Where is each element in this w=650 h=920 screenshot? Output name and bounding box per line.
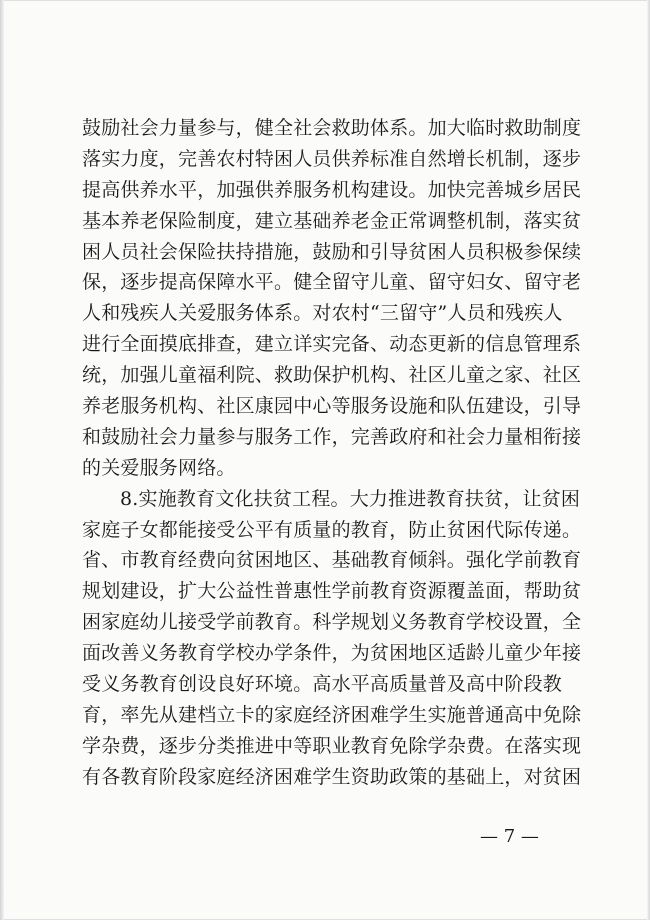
text-line: 进行全面摸底排查，建立详实完备、动态更新的信息管理系 <box>82 333 582 356</box>
text-line: 受义务教育创设良好环境。高水平高质量普及高中阶段教 <box>82 673 563 696</box>
text-line: 规划建设，扩大公益性普惠性学前教育资源覆盖面，帮助贫 <box>82 580 582 603</box>
text-line: 和鼓励社会力量参与服务工作，完善政府和社会力量相衔接 <box>82 425 582 448</box>
text-line: 有各教育阶段家庭经济困难学生资助政策的基础上，对贫困 <box>82 765 582 788</box>
text-line: 8.实施教育文化扶贫工程。大力推进教育扶贫，让贫困 <box>120 487 581 510</box>
paragraph-social-assistance <box>82 113 582 484</box>
text-line: 的关爱服务网络。 <box>82 456 236 479</box>
scan-edge-left <box>0 0 4 920</box>
text-line: 落实力度，完善农村特困人员供养标准自然增长机制，逐步 <box>82 147 582 170</box>
text-line: 基本养老保险制度，建立基础养老金正常调整机制，落实贫 <box>82 209 582 232</box>
text-line: 保，逐步提高保障水平。健全留守儿童、留守妇女、留守老 <box>82 271 582 294</box>
document-body <box>82 113 582 793</box>
text-line: 家庭子女都能接受公平有质量的教育，防止贫困代际传递。 <box>82 518 582 541</box>
text-line: 面改善义务教育学校办学条件，为贫困地区适龄儿童少年接 <box>82 642 582 665</box>
text-line: 育，率先从建档立卡的家庭经济困难学生实施普通高中免除 <box>82 703 582 726</box>
text-line: 困家庭幼儿接受学前教育。科学规划义务教育学校设置，全 <box>82 611 582 634</box>
text-line: 统，加强儿童福利院、救助保护机构、社区儿童之家、社区 <box>82 364 582 387</box>
text-line: 困人员社会保险扶持措施，鼓励和引导贫困人员积极参保续 <box>82 240 582 263</box>
text-line: 人和残疾人关爱服务体系。对农村“三留守”人员和残疾人 <box>82 302 563 325</box>
text-line: 学杂费，逐步分类推进中等职业教育免除学杂费。在落实现 <box>82 734 582 757</box>
text-line: 提高供养水平，加强供养服务机构建设。加快完善城乡居民 <box>82 178 582 201</box>
page-number: — 7 — <box>480 826 539 847</box>
text-line: 养老服务机构、社区康园中心等服务设施和队伍建设，引导 <box>82 395 582 418</box>
paragraph-education-poverty-relief <box>82 484 582 793</box>
text-line: 省、市教育经费向贫困地区、基础教育倾斜。强化学前教育 <box>82 549 582 572</box>
text-line: 鼓励社会力量参与，健全社会救助体系。加大临时救助制度 <box>82 117 582 139</box>
